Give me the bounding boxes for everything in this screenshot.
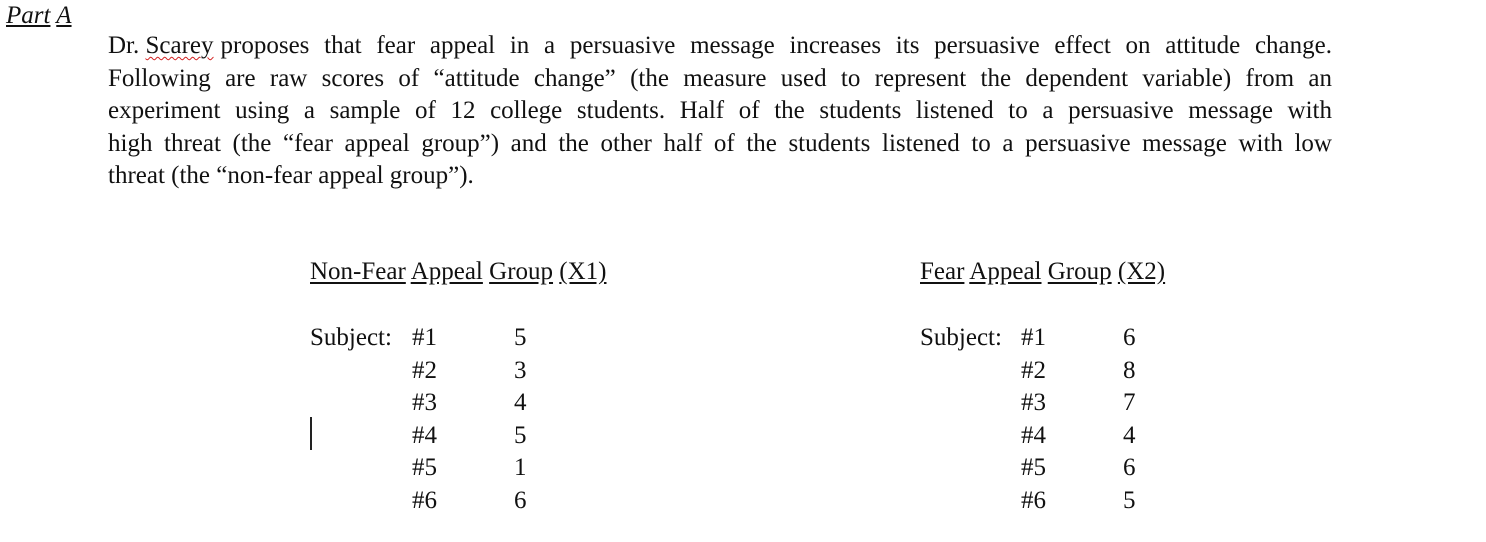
score-value: 4: [1123, 421, 1136, 449]
score-row: [310, 322, 607, 355]
group-title-word: (X1): [559, 258, 607, 285]
score-list: [920, 322, 1165, 517]
subject-id: #6: [412, 486, 437, 514]
non-fear-appeal-group: [310, 256, 607, 517]
paragraph-line-2: Following are raw scores of “attitude change” (the measure used to represent the dependent variable) from an: [108, 64, 1332, 92]
score-list: [310, 322, 607, 517]
score-row: [920, 387, 1165, 420]
score-row: [920, 420, 1165, 453]
score-row: [920, 322, 1165, 355]
score-row: [920, 452, 1165, 485]
score-value: 6: [1123, 454, 1136, 481]
paragraph-line-1-prefix: Dr.: [108, 32, 140, 59]
score-row: [920, 355, 1165, 388]
subject-label: Subject:: [310, 324, 392, 351]
score-row: [310, 387, 607, 420]
problem-paragraph: [108, 30, 1332, 193]
group-title-word: Fear: [920, 258, 965, 285]
score-row: [310, 420, 607, 453]
score-value: 7: [1123, 389, 1136, 416]
score-value: 4: [514, 389, 527, 416]
score-value: 5: [514, 324, 527, 351]
group-title-word: Appeal: [969, 258, 1042, 285]
subject-id: #1: [1021, 324, 1046, 351]
subject-id: #2: [1021, 356, 1046, 384]
subject-id: #3: [1021, 389, 1046, 416]
paragraph-line-5: threat (the “non-fear appeal group”).: [108, 162, 474, 189]
paragraph-line-4: high threat (the “fear appeal group”) and the other half of the students listened to a persuasive message with low: [108, 129, 1332, 157]
part-heading: [6, 2, 72, 30]
subject-id: #5: [1021, 454, 1046, 481]
paragraph-line-3: experiment using a sample of 12 college students. Half of the students listened to a persuasive message with: [108, 97, 1332, 124]
paragraph-line-1: [108, 30, 1332, 63]
group-title: [310, 256, 607, 288]
fear-appeal-group: [920, 256, 1165, 517]
paragraph-line-1-start: [108, 30, 214, 63]
paragraph-line-1-rest: proposes that fear appeal in a persuasive message increases its persuasive effect on attitude change.: [220, 32, 1332, 59]
text-cursor: [310, 417, 312, 450]
part-heading-letter: A: [56, 2, 72, 29]
score-row: [310, 355, 607, 388]
score-value: 5: [514, 421, 527, 449]
subject-id: #2: [412, 356, 437, 384]
score-value: 5: [1123, 486, 1136, 514]
group-title: [920, 256, 1165, 288]
spellcheck-flagged-word[interactable]: Scarey: [145, 32, 214, 59]
subject-id: #3: [412, 389, 437, 416]
score-row: [310, 485, 607, 518]
subject-id: #4: [412, 421, 437, 449]
subject-id: #6: [1021, 486, 1046, 514]
subject-id: #1: [412, 324, 437, 351]
group-title-word: Group: [489, 258, 554, 285]
score-value: 3: [514, 356, 527, 384]
score-value: 6: [514, 486, 527, 514]
subject-label: Subject:: [920, 324, 1002, 351]
group-title-word: Group: [1047, 258, 1112, 285]
group-title-word: (X2): [1117, 258, 1166, 285]
group-title-word: Non-Fear: [310, 258, 406, 285]
score-row: [920, 485, 1165, 518]
score-row: [310, 452, 607, 485]
part-heading-word: Part: [6, 2, 51, 29]
score-value: 8: [1123, 356, 1136, 384]
score-value: 1: [514, 454, 527, 481]
subject-id: #5: [412, 454, 437, 481]
subject-id: #4: [1021, 421, 1046, 449]
group-title-word: Appeal: [410, 258, 483, 285]
score-value: 6: [1123, 324, 1136, 351]
